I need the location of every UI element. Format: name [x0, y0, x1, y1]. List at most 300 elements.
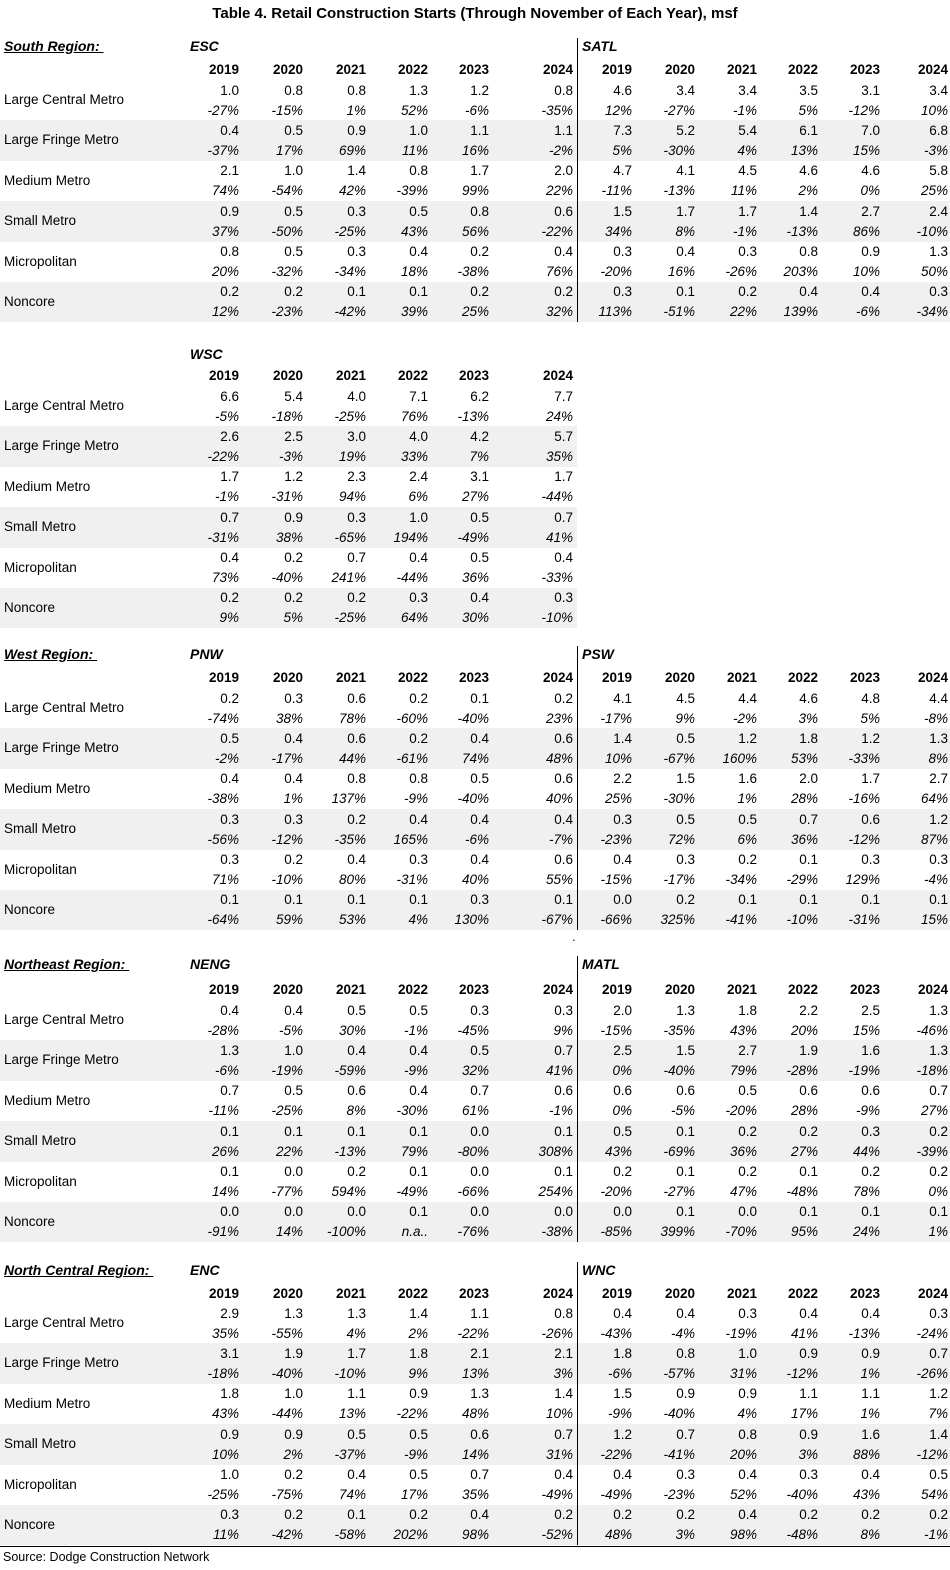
pct-change-text: -29%	[786, 872, 818, 888]
value-text: 1.6	[738, 771, 757, 787]
data-cell	[368, 1424, 430, 1464]
data-cell	[820, 728, 882, 768]
value-text: 6.1	[799, 122, 818, 138]
pct-change-text: 56%	[461, 223, 489, 239]
table-row	[0, 1303, 950, 1343]
value-text: 0.2	[347, 590, 366, 606]
value-text: 0.1	[409, 892, 428, 908]
pct-change-text: -22%	[207, 448, 239, 464]
pct-change-text: 41%	[545, 1062, 573, 1078]
data-cell	[882, 1121, 950, 1161]
data-cell	[580, 80, 634, 120]
metro-row-label: Large Central Metro	[4, 398, 125, 413]
value-text: 0.7	[929, 1345, 948, 1361]
value-text: 0.1	[347, 284, 366, 300]
value-text: 0.1	[676, 1164, 695, 1180]
data-cell	[634, 1040, 697, 1080]
value-text: 0.3	[738, 1305, 757, 1321]
pct-change-text: 73%	[211, 570, 239, 586]
pct-change-text: -24%	[916, 1325, 948, 1341]
data-cell	[491, 1343, 575, 1383]
value-text: 0.9	[284, 509, 303, 525]
pct-change-text: -76%	[457, 1224, 489, 1240]
pct-change-text: 23%	[545, 710, 573, 726]
pct-change-text: -70%	[725, 1224, 757, 1240]
pct-change-text: -25%	[334, 223, 366, 239]
value-text: 5.4	[738, 122, 757, 138]
data-cell	[190, 1040, 241, 1080]
data-cell	[241, 507, 305, 547]
table-row	[0, 201, 950, 241]
data-cell	[430, 1162, 491, 1202]
value-text: 0.5	[470, 509, 489, 525]
value-text: 0.8	[284, 82, 303, 98]
section-header-row	[0, 38, 950, 60]
value-text: 0.6	[676, 1083, 695, 1099]
value-text: 1.6	[861, 1042, 880, 1058]
value-text: 0.3	[861, 1123, 880, 1139]
data-cell	[759, 80, 820, 120]
data-cell	[368, 467, 430, 507]
value-text: 0.6	[554, 852, 573, 868]
value-text: 0.8	[409, 771, 428, 787]
data-cell	[634, 850, 697, 890]
data-cell	[190, 386, 241, 426]
value-text: 1.0	[738, 1345, 757, 1361]
year-header-cell: 2024	[542, 1285, 573, 1301]
pct-change-text: -56%	[207, 831, 239, 847]
data-cell	[697, 1424, 759, 1464]
table-row	[0, 1081, 950, 1121]
data-cell	[430, 588, 491, 628]
value-text: 1.9	[799, 1042, 818, 1058]
data-cell	[882, 1081, 950, 1121]
value-text: 0.5	[220, 730, 239, 746]
data-cell	[634, 1121, 697, 1161]
pct-change-text: 41%	[545, 529, 573, 545]
data-cell	[882, 1465, 950, 1505]
value-text: 0.9	[284, 1426, 303, 1442]
pct-change-text: 33%	[400, 448, 428, 464]
value-text: 0.4	[738, 1467, 757, 1483]
data-cell	[580, 1121, 634, 1161]
data-cell	[580, 1202, 634, 1242]
pct-change-text: 10%	[920, 102, 948, 118]
value-text: 0.9	[220, 1426, 239, 1442]
year-header-row	[0, 366, 950, 386]
data-cell	[368, 80, 430, 120]
pct-change-text: 165%	[393, 831, 428, 847]
pct-change-text: -22%	[457, 1325, 489, 1341]
pct-change-text: -38%	[207, 791, 239, 807]
pct-change-text: 13%	[338, 1406, 366, 1422]
value-text: 0.7	[554, 509, 573, 525]
data-cell	[820, 1465, 882, 1505]
value-text: 0.1	[799, 852, 818, 868]
value-text: 1.5	[676, 771, 695, 787]
pct-change-text: 78%	[338, 710, 366, 726]
value-text: 0.3	[347, 203, 366, 219]
pct-change-text: 139%	[783, 304, 818, 320]
pct-change-text: 24%	[852, 1224, 880, 1240]
table-code: PNW	[190, 646, 223, 662]
data-cell	[190, 120, 241, 160]
year-header-cell: 2024	[542, 368, 573, 383]
data-cell	[305, 507, 368, 547]
pct-change-text: -23%	[600, 831, 632, 847]
data-cell	[634, 1343, 697, 1383]
pct-change-text: 64%	[920, 791, 948, 807]
data-cell	[491, 728, 575, 768]
data-cell	[882, 1040, 950, 1080]
data-cell	[759, 1162, 820, 1202]
data-cell	[241, 1121, 305, 1161]
pct-change-text: -67%	[541, 912, 573, 928]
pct-change-text: 17%	[790, 1406, 818, 1422]
value-text: 0.3	[470, 1002, 489, 1018]
pct-change-text: -22%	[600, 1446, 632, 1462]
year-header-cell: 2021	[726, 982, 757, 997]
metro-row-label: Large Central Metro	[4, 1315, 125, 1330]
value-text: 1.2	[470, 82, 489, 98]
year-header-cell: 2024	[917, 670, 948, 685]
data-cell	[634, 1384, 697, 1424]
data-cell	[430, 1303, 491, 1343]
value-text: 0.0	[613, 1204, 632, 1220]
data-cell	[580, 120, 634, 160]
data-cell	[241, 80, 305, 120]
value-text: 0.1	[284, 1123, 303, 1139]
data-cell	[491, 1121, 575, 1161]
pct-change-text: 9%	[675, 710, 695, 726]
pct-change-text: -40%	[786, 1487, 818, 1503]
value-text: 0.0	[554, 1204, 573, 1220]
value-text: 1.4	[613, 730, 632, 746]
data-cell	[580, 728, 634, 768]
data-cell	[241, 426, 305, 466]
value-text: 0.6	[470, 1426, 489, 1442]
value-text: 0.3	[347, 244, 366, 260]
value-text: 1.1	[470, 122, 489, 138]
value-text: 3.1	[220, 1345, 239, 1361]
data-cell	[697, 1000, 759, 1040]
data-cell	[430, 426, 491, 466]
value-text: 2.4	[409, 469, 428, 485]
pct-change-text: 88%	[852, 1446, 880, 1462]
data-cell	[697, 769, 759, 809]
value-text: 0.4	[220, 771, 239, 787]
data-cell	[430, 1384, 491, 1424]
data-cell	[759, 809, 820, 849]
data-cell	[491, 201, 575, 241]
data-cell	[430, 1121, 491, 1161]
value-text: 0.2	[220, 590, 239, 606]
value-text: 4.7	[613, 163, 632, 179]
table-divider-line	[577, 38, 578, 322]
data-cell	[634, 769, 697, 809]
value-text: 0.2	[409, 730, 428, 746]
value-text: 0.1	[284, 892, 303, 908]
value-text: 1.0	[284, 1042, 303, 1058]
metro-row-label: Micropolitan	[4, 861, 77, 877]
pct-change-text: -49%	[396, 1184, 428, 1200]
pct-change-text: -37%	[334, 1446, 366, 1462]
metro-row-label: Medium Metro	[4, 172, 91, 188]
value-text: 0.2	[347, 1164, 366, 1180]
data-cell	[241, 588, 305, 628]
pct-change-text: 86%	[852, 223, 880, 239]
value-text: 0.2	[470, 284, 489, 300]
value-text: 0.1	[347, 892, 366, 908]
year-header-cell: 2023	[458, 982, 489, 997]
metro-row-label: Large Central Metro	[4, 92, 125, 107]
year-header-cell: 2022	[397, 62, 428, 77]
pct-change-text: -23%	[271, 304, 303, 320]
pct-change-text: -49%	[457, 529, 489, 545]
pct-change-text: 13%	[790, 142, 818, 158]
pct-change-text: 44%	[852, 1143, 880, 1159]
year-header-cell: 2023	[849, 1285, 880, 1301]
year-header-cell: 2020	[664, 670, 695, 685]
year-header-cell: 2020	[664, 982, 695, 997]
metro-row-label: Large Fringe Metro	[4, 132, 119, 148]
region-label: South Region:	[4, 38, 104, 54]
data-cell	[491, 282, 575, 322]
value-text: 0.4	[554, 244, 573, 260]
value-text: 0.1	[347, 1507, 366, 1523]
value-text: 4.1	[676, 163, 695, 179]
year-header-cell: 2023	[849, 670, 880, 685]
data-cell	[368, 1465, 430, 1505]
pct-change-text: 14%	[211, 1184, 239, 1200]
metro-row-label: Micropolitan	[4, 253, 77, 269]
table-code: WSC	[190, 346, 223, 362]
value-text: 0.1	[929, 1204, 948, 1220]
data-cell	[580, 1162, 634, 1202]
pct-change-text: -31%	[207, 529, 239, 545]
pct-change-text: 35%	[545, 448, 573, 464]
table-row	[0, 426, 950, 466]
pct-change-text: -4%	[670, 1325, 695, 1341]
value-text: 1.3	[929, 244, 948, 260]
value-text: 1.7	[220, 469, 239, 485]
pct-change-text: 38%	[275, 529, 303, 545]
value-text: 4.0	[409, 428, 428, 444]
value-text: 0.1	[409, 284, 428, 300]
data-cell	[491, 890, 575, 930]
table-row	[0, 507, 950, 547]
value-text: 0.4	[284, 730, 303, 746]
pct-change-text: 10%	[211, 1446, 239, 1462]
value-text: 0.1	[799, 1204, 818, 1220]
pct-change-text: 7%	[928, 1406, 948, 1422]
pct-change-text: 28%	[790, 791, 818, 807]
pct-change-text: -49%	[541, 1487, 573, 1503]
metro-row-label: Noncore	[4, 1213, 56, 1229]
year-header-cell: 2020	[272, 982, 303, 997]
value-text: 0.3	[220, 811, 239, 827]
pct-change-text: 64%	[400, 610, 428, 626]
pct-change-text: 0%	[860, 183, 880, 199]
value-text: 0.4	[284, 1002, 303, 1018]
year-header-cell: 2022	[787, 1285, 818, 1301]
pct-change-text: 25%	[920, 183, 948, 199]
pct-change-text: 241%	[331, 570, 366, 586]
data-cell	[305, 80, 368, 120]
data-cell	[190, 242, 241, 282]
pct-change-text: 308%	[538, 1143, 573, 1159]
pct-change-text: -19%	[271, 1062, 303, 1078]
data-cell	[820, 282, 882, 322]
region-section	[0, 1262, 950, 1545]
data-cell	[580, 809, 634, 849]
value-text: 4.5	[738, 163, 757, 179]
value-text: 0.7	[470, 1083, 489, 1099]
pct-change-text: -48%	[786, 1527, 818, 1543]
value-text: 1.0	[220, 1467, 239, 1483]
value-text: 0.9	[409, 1386, 428, 1402]
data-cell	[882, 1162, 950, 1202]
data-cell	[634, 161, 697, 201]
pct-change-text: 16%	[667, 264, 695, 280]
data-cell	[305, 282, 368, 322]
year-header-cell: 2022	[787, 982, 818, 997]
year-header-cell: 2024	[917, 982, 948, 997]
data-cell	[697, 728, 759, 768]
data-cell	[190, 80, 241, 120]
pct-change-text: -1%	[214, 489, 239, 505]
metro-row-label: Medium Metro	[4, 1092, 91, 1108]
data-cell	[430, 386, 491, 426]
value-text: 1.3	[284, 1305, 303, 1321]
pct-change-text: 15%	[920, 912, 948, 928]
value-text: 0.3	[738, 244, 757, 260]
value-text: 0.3	[929, 284, 948, 300]
data-cell	[580, 688, 634, 728]
data-cell	[305, 426, 368, 466]
value-text: 0.3	[613, 284, 632, 300]
pct-change-text: 7%	[469, 448, 489, 464]
year-header-cell: 2022	[397, 670, 428, 685]
year-header-cell: 2019	[208, 1285, 239, 1301]
data-cell	[491, 588, 575, 628]
pct-change-text: 11%	[730, 183, 757, 199]
data-cell	[697, 1384, 759, 1424]
data-cell	[759, 1465, 820, 1505]
pct-change-text: 26%	[211, 1143, 239, 1159]
data-cell	[697, 282, 759, 322]
value-text: 0.7	[799, 811, 818, 827]
value-text: 0.4	[554, 1467, 573, 1483]
pct-change-text: -66%	[600, 912, 632, 928]
pct-change-text: -15%	[600, 1022, 632, 1038]
data-cell	[430, 467, 491, 507]
data-cell	[305, 161, 368, 201]
value-text: 1.0	[220, 82, 239, 98]
pct-change-text: -37%	[207, 142, 239, 158]
value-text: 2.1	[554, 1345, 573, 1361]
pct-change-text: -30%	[396, 1103, 428, 1119]
metro-row-label: Micropolitan	[4, 559, 77, 575]
pct-change-text: -42%	[334, 304, 366, 320]
value-text: 2.7	[929, 771, 948, 787]
value-text: 0.5	[347, 1002, 366, 1018]
region-section	[0, 346, 950, 628]
pct-change-text: -1%	[923, 1527, 948, 1543]
value-text: 0.4	[470, 590, 489, 606]
data-cell	[882, 1343, 950, 1383]
data-cell	[697, 161, 759, 201]
pct-change-text: 59%	[275, 912, 303, 928]
pct-change-text: -9%	[607, 1406, 632, 1422]
data-cell	[634, 1202, 697, 1242]
value-text: 0.1	[676, 1123, 695, 1139]
data-cell	[580, 1465, 634, 1505]
data-cell	[491, 1465, 575, 1505]
region-label: North Central Region:	[4, 1262, 154, 1278]
data-cell	[241, 548, 305, 588]
value-text: 2.6	[220, 428, 239, 444]
data-cell	[190, 467, 241, 507]
data-cell	[491, 1000, 575, 1040]
data-cell	[634, 1000, 697, 1040]
pct-change-text: -28%	[207, 1022, 239, 1038]
data-cell	[882, 201, 950, 241]
region-section	[0, 646, 950, 930]
value-text: 4.0	[347, 388, 366, 404]
data-cell	[882, 242, 950, 282]
metro-row-label: Micropolitan	[4, 1476, 77, 1492]
data-cell	[190, 769, 241, 809]
data-cell	[759, 1424, 820, 1464]
section-header-row	[0, 346, 950, 366]
data-cell	[491, 809, 575, 849]
value-text: 0.1	[220, 1164, 239, 1180]
pct-change-text: -91%	[207, 1224, 239, 1240]
value-text: 0.6	[799, 1083, 818, 1099]
pct-change-text: -44%	[271, 1406, 303, 1422]
data-cell	[368, 1505, 430, 1545]
pct-change-text: 8%	[860, 1527, 880, 1543]
year-header-row	[0, 980, 950, 1000]
pct-change-text: -7%	[548, 831, 573, 847]
value-text: 7.7	[554, 388, 573, 404]
pct-change-text: 78%	[852, 1184, 880, 1200]
year-header-cell: 2023	[458, 62, 489, 77]
value-text: 0.3	[220, 852, 239, 868]
pct-change-text: 48%	[545, 750, 573, 766]
value-text: 1.9	[284, 1345, 303, 1361]
pct-change-text: 10%	[604, 750, 632, 766]
pct-change-text: 31%	[729, 1365, 757, 1381]
pct-change-text: -10%	[541, 610, 573, 626]
value-text: 4.6	[799, 163, 818, 179]
pct-change-text: -13%	[457, 408, 489, 424]
metro-row-label: Small Metro	[4, 519, 77, 535]
table-row	[0, 1424, 950, 1464]
pct-change-text: 1%	[928, 1224, 948, 1240]
data-cell	[759, 1081, 820, 1121]
pct-change-text: -41%	[663, 1446, 695, 1462]
pct-change-text: 76%	[545, 264, 573, 280]
value-text: 1.1	[347, 1386, 366, 1402]
value-text: 0.2	[409, 1507, 428, 1523]
value-text: 0.7	[676, 1426, 695, 1442]
pct-change-text: -85%	[600, 1224, 632, 1240]
value-text: 1.3	[929, 1042, 948, 1058]
data-cell	[241, 1465, 305, 1505]
pct-change-text: -30%	[663, 791, 695, 807]
